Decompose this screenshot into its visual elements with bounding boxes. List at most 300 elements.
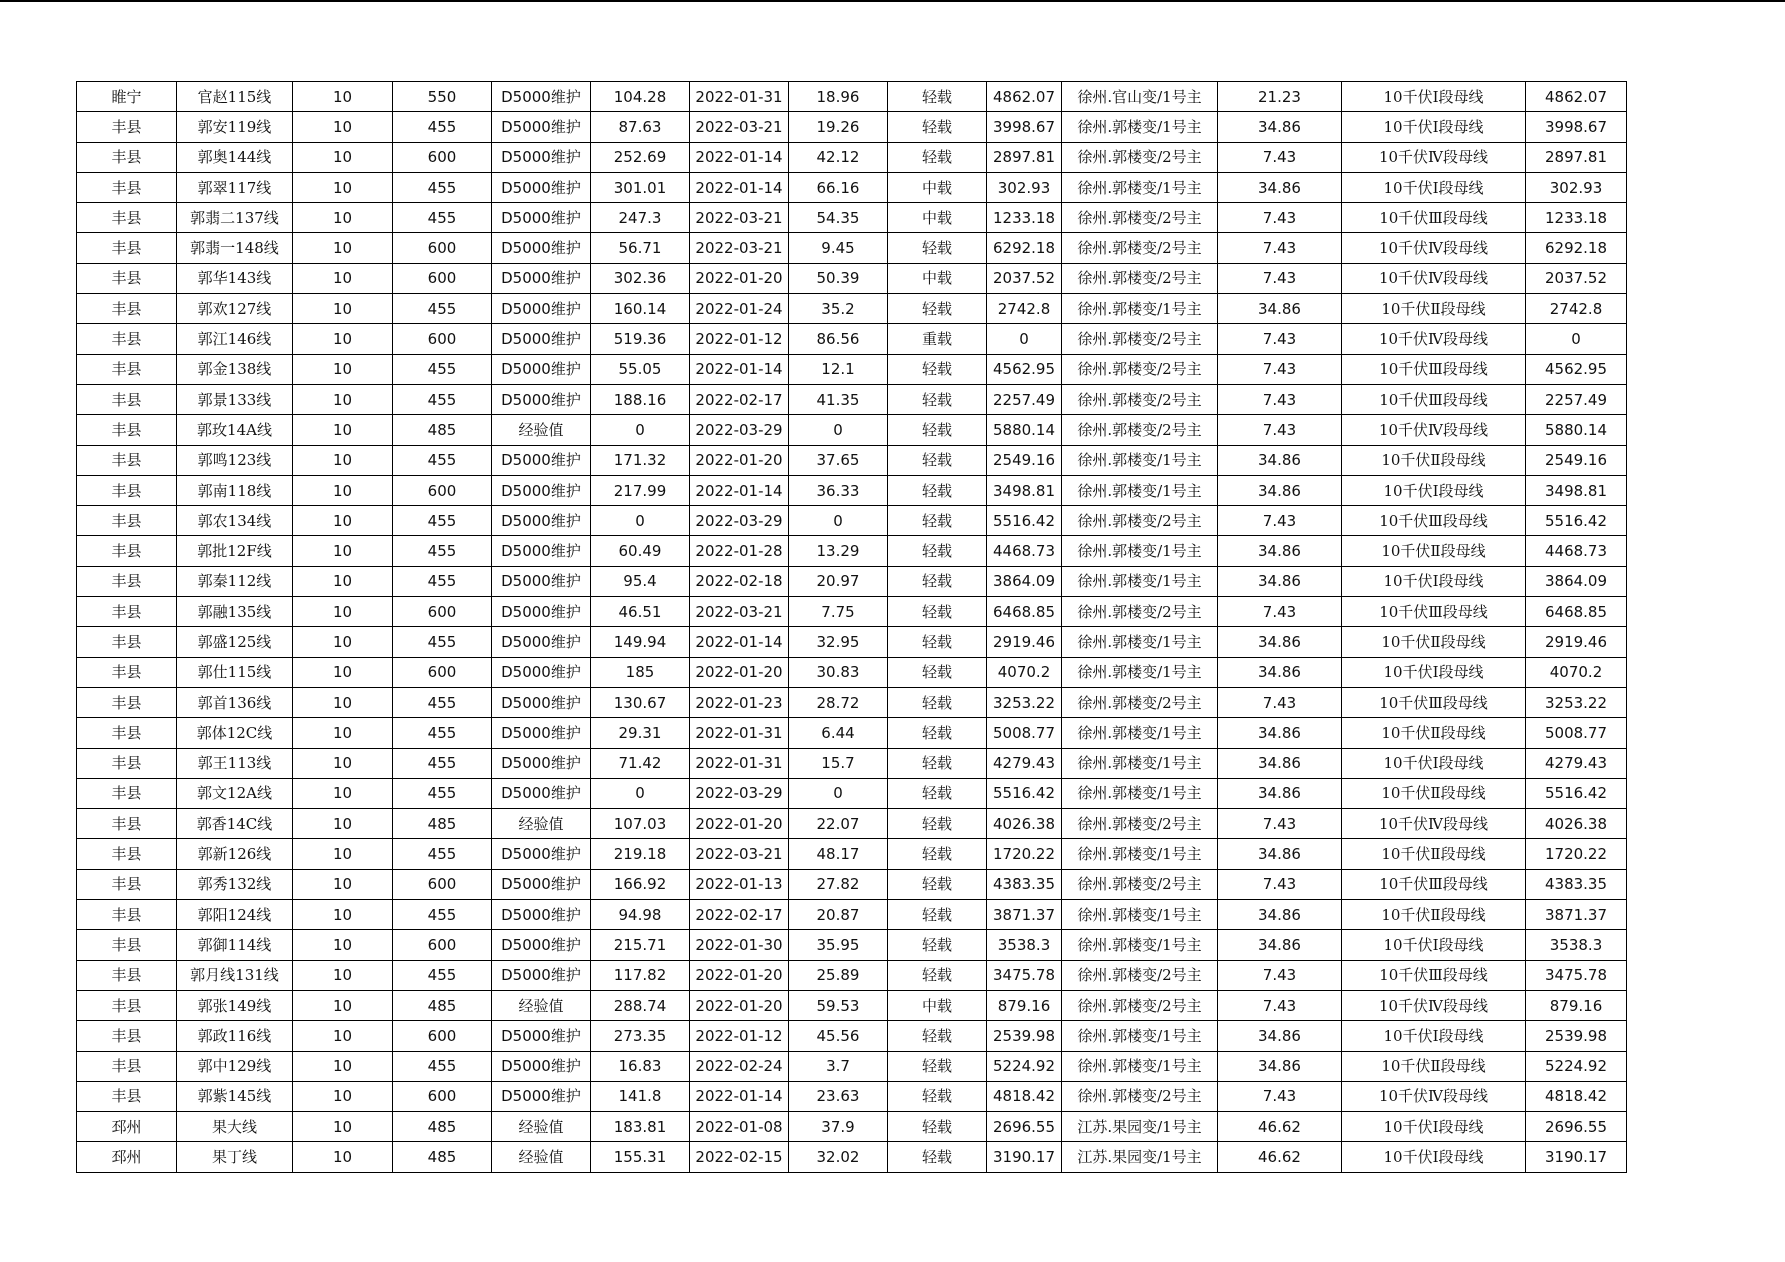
line-name-cell: 郭秦112线 bbox=[177, 566, 293, 596]
load-rate-cell: 54.35 bbox=[789, 203, 888, 233]
busbar-cell: 10千伏Ⅲ段母线 bbox=[1342, 960, 1526, 990]
capacity-cell: 455 bbox=[393, 748, 492, 778]
load-status-cell: 轻载 bbox=[888, 82, 987, 112]
load-rate-cell: 35.2 bbox=[789, 294, 888, 324]
voltage-cell: 10 bbox=[293, 172, 393, 202]
load-rate-cell: 3.7 bbox=[789, 1051, 888, 1081]
date-cell: 2022-01-20 bbox=[690, 990, 789, 1020]
transformer-rate-cell: 34.86 bbox=[1218, 475, 1342, 505]
load-rate-cell: 59.53 bbox=[789, 990, 888, 1020]
margin-cell: 4070.2 bbox=[987, 657, 1062, 687]
table-row bbox=[77, 960, 1627, 990]
voltage-cell: 10 bbox=[293, 506, 393, 536]
margin-cell: 879.16 bbox=[987, 990, 1062, 1020]
capacity-cell: 600 bbox=[393, 657, 492, 687]
available-capacity-cell: 3538.3 bbox=[1526, 930, 1627, 960]
current-cell: 215.71 bbox=[591, 930, 690, 960]
load-rate-cell: 0 bbox=[789, 415, 888, 445]
load-rate-cell: 20.97 bbox=[789, 566, 888, 596]
busbar-cell: 10千伏Ⅱ段母线 bbox=[1342, 1051, 1526, 1081]
margin-cell: 1720.22 bbox=[987, 839, 1062, 869]
current-cell: 160.14 bbox=[591, 294, 690, 324]
transformer-rate-cell: 7.43 bbox=[1218, 597, 1342, 627]
margin-cell: 4468.73 bbox=[987, 536, 1062, 566]
capacity-cell: 455 bbox=[393, 354, 492, 384]
transformer-cell: 徐州.官山变/1号主 bbox=[1062, 82, 1218, 112]
busbar-cell: 10千伏Ⅱ段母线 bbox=[1342, 839, 1526, 869]
line-name-cell: 郭金138线 bbox=[177, 354, 293, 384]
busbar-cell: 10千伏Ⅳ段母线 bbox=[1342, 990, 1526, 1020]
capacity-cell: 455 bbox=[393, 112, 492, 142]
load-status-cell: 轻载 bbox=[888, 1112, 987, 1142]
margin-cell: 2549.16 bbox=[987, 445, 1062, 475]
voltage-cell: 10 bbox=[293, 900, 393, 930]
load-status-cell: 轻载 bbox=[888, 900, 987, 930]
line-name-cell: 郭华143线 bbox=[177, 263, 293, 293]
busbar-cell: 10千伏Ⅳ段母线 bbox=[1342, 1081, 1526, 1111]
district-cell: 邳州 bbox=[77, 1142, 177, 1172]
load-rate-cell: 35.95 bbox=[789, 930, 888, 960]
voltage-cell: 10 bbox=[293, 445, 393, 475]
source-cell: D5000维护 bbox=[492, 172, 591, 202]
district-cell: 丰县 bbox=[77, 536, 177, 566]
line-name-cell: 郭翡一148线 bbox=[177, 233, 293, 263]
district-cell: 丰县 bbox=[77, 233, 177, 263]
transformer-cell: 徐州.郭楼变/2号主 bbox=[1062, 990, 1218, 1020]
load-status-cell: 轻载 bbox=[888, 233, 987, 263]
margin-cell: 1233.18 bbox=[987, 203, 1062, 233]
line-name-cell: 郭安119线 bbox=[177, 112, 293, 142]
busbar-cell: 10千伏Ⅲ段母线 bbox=[1342, 354, 1526, 384]
current-cell: 155.31 bbox=[591, 1142, 690, 1172]
capacity-cell: 455 bbox=[393, 900, 492, 930]
source-cell: D5000维护 bbox=[492, 142, 591, 172]
source-cell: 经验值 bbox=[492, 809, 591, 839]
load-status-cell: 中载 bbox=[888, 990, 987, 1020]
load-rate-cell: 20.87 bbox=[789, 900, 888, 930]
busbar-cell: 10千伏Ⅱ段母线 bbox=[1342, 294, 1526, 324]
table-row bbox=[77, 263, 1627, 293]
load-status-cell: 轻载 bbox=[888, 778, 987, 808]
capacity-cell: 455 bbox=[393, 294, 492, 324]
margin-cell: 5880.14 bbox=[987, 415, 1062, 445]
available-capacity-cell: 2539.98 bbox=[1526, 1021, 1627, 1051]
line-name-cell: 郭景133线 bbox=[177, 384, 293, 414]
district-cell: 丰县 bbox=[77, 566, 177, 596]
date-cell: 2022-01-30 bbox=[690, 930, 789, 960]
voltage-cell: 10 bbox=[293, 597, 393, 627]
district-cell: 丰县 bbox=[77, 294, 177, 324]
line-name-cell: 郭张149线 bbox=[177, 990, 293, 1020]
transformer-cell: 徐州.郭楼变/2号主 bbox=[1062, 597, 1218, 627]
busbar-cell: 10千伏Ⅰ段母线 bbox=[1342, 172, 1526, 202]
margin-cell: 3998.67 bbox=[987, 112, 1062, 142]
district-cell: 丰县 bbox=[77, 900, 177, 930]
available-capacity-cell: 3253.22 bbox=[1526, 687, 1627, 717]
margin-cell: 4279.43 bbox=[987, 748, 1062, 778]
load-rate-cell: 6.44 bbox=[789, 718, 888, 748]
date-cell: 2022-01-20 bbox=[690, 809, 789, 839]
capacity-cell: 600 bbox=[393, 869, 492, 899]
voltage-cell: 10 bbox=[293, 415, 393, 445]
transformer-rate-cell: 7.43 bbox=[1218, 384, 1342, 414]
transformer-cell: 徐州.郭楼变/1号主 bbox=[1062, 718, 1218, 748]
transformer-cell: 徐州.郭楼变/1号主 bbox=[1062, 566, 1218, 596]
transformer-rate-cell: 34.86 bbox=[1218, 748, 1342, 778]
district-cell: 丰县 bbox=[77, 1081, 177, 1111]
district-cell: 丰县 bbox=[77, 324, 177, 354]
capacity-cell: 600 bbox=[393, 475, 492, 505]
transformer-rate-cell: 7.43 bbox=[1218, 415, 1342, 445]
line-name-cell: 郭中129线 bbox=[177, 1051, 293, 1081]
source-cell: D5000维护 bbox=[492, 294, 591, 324]
source-cell: D5000维护 bbox=[492, 960, 591, 990]
capacity-cell: 600 bbox=[393, 930, 492, 960]
available-capacity-cell: 4562.95 bbox=[1526, 354, 1627, 384]
current-cell: 95.4 bbox=[591, 566, 690, 596]
margin-cell: 3498.81 bbox=[987, 475, 1062, 505]
load-status-cell: 中载 bbox=[888, 263, 987, 293]
line-name-cell: 郭御114线 bbox=[177, 930, 293, 960]
load-rate-cell: 22.07 bbox=[789, 809, 888, 839]
transformer-cell: 徐州.郭楼变/1号主 bbox=[1062, 627, 1218, 657]
line-name-cell: 郭仕115线 bbox=[177, 657, 293, 687]
table-body bbox=[77, 82, 1627, 1173]
transformer-rate-cell: 34.86 bbox=[1218, 112, 1342, 142]
load-status-cell: 轻载 bbox=[888, 839, 987, 869]
available-capacity-cell: 2257.49 bbox=[1526, 384, 1627, 414]
busbar-cell: 10千伏Ⅲ段母线 bbox=[1342, 869, 1526, 899]
district-cell: 丰县 bbox=[77, 687, 177, 717]
load-status-cell: 轻载 bbox=[888, 566, 987, 596]
available-capacity-cell: 5516.42 bbox=[1526, 506, 1627, 536]
margin-cell: 4818.42 bbox=[987, 1081, 1062, 1111]
margin-cell: 3864.09 bbox=[987, 566, 1062, 596]
date-cell: 2022-01-20 bbox=[690, 263, 789, 293]
current-cell: 149.94 bbox=[591, 627, 690, 657]
district-cell: 丰县 bbox=[77, 384, 177, 414]
voltage-cell: 10 bbox=[293, 294, 393, 324]
table-row bbox=[77, 324, 1627, 354]
margin-cell: 2696.55 bbox=[987, 1112, 1062, 1142]
load-status-cell: 轻载 bbox=[888, 112, 987, 142]
transformer-rate-cell: 34.86 bbox=[1218, 536, 1342, 566]
busbar-cell: 10千伏Ⅰ段母线 bbox=[1342, 1021, 1526, 1051]
source-cell: D5000维护 bbox=[492, 566, 591, 596]
transformer-cell: 徐州.郭楼变/1号主 bbox=[1062, 536, 1218, 566]
voltage-cell: 10 bbox=[293, 778, 393, 808]
busbar-cell: 10千伏Ⅱ段母线 bbox=[1342, 445, 1526, 475]
date-cell: 2022-01-28 bbox=[690, 536, 789, 566]
capacity-cell: 455 bbox=[393, 172, 492, 202]
table-row bbox=[77, 990, 1627, 1020]
busbar-cell: 10千伏Ⅰ段母线 bbox=[1342, 1142, 1526, 1172]
line-name-cell: 郭阳124线 bbox=[177, 900, 293, 930]
load-rate-cell: 0 bbox=[789, 778, 888, 808]
source-cell: 经验值 bbox=[492, 1112, 591, 1142]
source-cell: D5000维护 bbox=[492, 263, 591, 293]
busbar-cell: 10千伏Ⅲ段母线 bbox=[1342, 506, 1526, 536]
available-capacity-cell: 4383.35 bbox=[1526, 869, 1627, 899]
table-row bbox=[77, 839, 1627, 869]
load-rate-cell: 48.17 bbox=[789, 839, 888, 869]
district-cell: 丰县 bbox=[77, 475, 177, 505]
line-name-cell: 郭政116线 bbox=[177, 1021, 293, 1051]
line-name-cell: 郭文12A线 bbox=[177, 778, 293, 808]
load-status-cell: 中载 bbox=[888, 172, 987, 202]
source-cell: D5000维护 bbox=[492, 1051, 591, 1081]
table-row bbox=[77, 930, 1627, 960]
table-row bbox=[77, 354, 1627, 384]
district-cell: 丰县 bbox=[77, 748, 177, 778]
top-border-line bbox=[0, 0, 1785, 2]
district-cell: 丰县 bbox=[77, 1021, 177, 1051]
district-cell: 丰县 bbox=[77, 1051, 177, 1081]
voltage-cell: 10 bbox=[293, 990, 393, 1020]
transformer-rate-cell: 7.43 bbox=[1218, 263, 1342, 293]
margin-cell: 5516.42 bbox=[987, 506, 1062, 536]
load-status-cell: 轻载 bbox=[888, 445, 987, 475]
table-row bbox=[77, 112, 1627, 142]
date-cell: 2022-01-31 bbox=[690, 718, 789, 748]
line-name-cell: 郭奥144线 bbox=[177, 142, 293, 172]
source-cell: D5000维护 bbox=[492, 718, 591, 748]
current-cell: 117.82 bbox=[591, 960, 690, 990]
margin-cell: 4562.95 bbox=[987, 354, 1062, 384]
line-name-cell: 官赵115线 bbox=[177, 82, 293, 112]
margin-cell: 2919.46 bbox=[987, 627, 1062, 657]
available-capacity-cell: 3998.67 bbox=[1526, 112, 1627, 142]
district-cell: 丰县 bbox=[77, 172, 177, 202]
busbar-cell: 10千伏Ⅲ段母线 bbox=[1342, 687, 1526, 717]
district-cell: 丰县 bbox=[77, 354, 177, 384]
margin-cell: 0 bbox=[987, 324, 1062, 354]
capacity-cell: 600 bbox=[393, 142, 492, 172]
transformer-cell: 徐州.郭楼变/1号主 bbox=[1062, 657, 1218, 687]
table-row bbox=[77, 172, 1627, 202]
date-cell: 2022-01-08 bbox=[690, 1112, 789, 1142]
busbar-cell: 10千伏Ⅲ段母线 bbox=[1342, 203, 1526, 233]
load-rate-cell: 37.9 bbox=[789, 1112, 888, 1142]
transformer-cell: 徐州.郭楼变/1号主 bbox=[1062, 900, 1218, 930]
table-row bbox=[77, 1021, 1627, 1051]
current-cell: 519.36 bbox=[591, 324, 690, 354]
date-cell: 2022-01-24 bbox=[690, 294, 789, 324]
margin-cell: 302.93 bbox=[987, 172, 1062, 202]
load-status-cell: 轻载 bbox=[888, 506, 987, 536]
table-row bbox=[77, 415, 1627, 445]
transformer-rate-cell: 7.43 bbox=[1218, 203, 1342, 233]
busbar-cell: 10千伏Ⅱ段母线 bbox=[1342, 718, 1526, 748]
load-rate-cell: 41.35 bbox=[789, 384, 888, 414]
voltage-cell: 10 bbox=[293, 263, 393, 293]
transformer-cell: 徐州.郭楼变/2号主 bbox=[1062, 142, 1218, 172]
table-row bbox=[77, 233, 1627, 263]
load-status-cell: 轻载 bbox=[888, 1021, 987, 1051]
source-cell: D5000维护 bbox=[492, 657, 591, 687]
source-cell: D5000维护 bbox=[492, 1021, 591, 1051]
load-status-cell: 轻载 bbox=[888, 536, 987, 566]
capacity-cell: 455 bbox=[393, 445, 492, 475]
available-capacity-cell: 4818.42 bbox=[1526, 1081, 1627, 1111]
date-cell: 2022-02-24 bbox=[690, 1051, 789, 1081]
district-cell: 丰县 bbox=[77, 415, 177, 445]
voltage-cell: 10 bbox=[293, 475, 393, 505]
district-cell: 丰县 bbox=[77, 597, 177, 627]
transformer-rate-cell: 46.62 bbox=[1218, 1112, 1342, 1142]
capacity-cell: 550 bbox=[393, 82, 492, 112]
voltage-cell: 10 bbox=[293, 809, 393, 839]
transformer-rate-cell: 34.86 bbox=[1218, 778, 1342, 808]
transformer-cell: 徐州.郭楼变/1号主 bbox=[1062, 172, 1218, 202]
district-cell: 丰县 bbox=[77, 142, 177, 172]
load-rate-cell: 32.02 bbox=[789, 1142, 888, 1172]
transformer-rate-cell: 34.86 bbox=[1218, 1051, 1342, 1081]
transformer-cell: 徐州.郭楼变/1号主 bbox=[1062, 1051, 1218, 1081]
transformer-cell: 徐州.郭楼变/2号主 bbox=[1062, 263, 1218, 293]
load-rate-cell: 9.45 bbox=[789, 233, 888, 263]
current-cell: 188.16 bbox=[591, 384, 690, 414]
available-capacity-cell: 1720.22 bbox=[1526, 839, 1627, 869]
source-cell: D5000维护 bbox=[492, 475, 591, 505]
capacity-cell: 485 bbox=[393, 1112, 492, 1142]
margin-cell: 3253.22 bbox=[987, 687, 1062, 717]
line-name-cell: 郭秀132线 bbox=[177, 869, 293, 899]
transformer-rate-cell: 7.43 bbox=[1218, 354, 1342, 384]
capacity-cell: 455 bbox=[393, 687, 492, 717]
current-cell: 0 bbox=[591, 415, 690, 445]
available-capacity-cell: 2897.81 bbox=[1526, 142, 1627, 172]
current-cell: 171.32 bbox=[591, 445, 690, 475]
margin-cell: 2257.49 bbox=[987, 384, 1062, 414]
district-cell: 丰县 bbox=[77, 627, 177, 657]
margin-cell: 3475.78 bbox=[987, 960, 1062, 990]
district-cell: 邳州 bbox=[77, 1112, 177, 1142]
load-status-cell: 轻载 bbox=[888, 354, 987, 384]
transformer-rate-cell: 34.86 bbox=[1218, 566, 1342, 596]
transformer-rate-cell: 34.86 bbox=[1218, 839, 1342, 869]
transformer-rate-cell: 34.86 bbox=[1218, 930, 1342, 960]
line-name-cell: 郭盛125线 bbox=[177, 627, 293, 657]
current-cell: 87.63 bbox=[591, 112, 690, 142]
voltage-cell: 10 bbox=[293, 1081, 393, 1111]
source-cell: D5000维护 bbox=[492, 112, 591, 142]
available-capacity-cell: 5008.77 bbox=[1526, 718, 1627, 748]
load-rate-cell: 32.95 bbox=[789, 627, 888, 657]
transformer-rate-cell: 46.62 bbox=[1218, 1142, 1342, 1172]
current-cell: 217.99 bbox=[591, 475, 690, 505]
margin-cell: 2539.98 bbox=[987, 1021, 1062, 1051]
source-cell: D5000维护 bbox=[492, 597, 591, 627]
transformer-rate-cell: 34.86 bbox=[1218, 1021, 1342, 1051]
source-cell: D5000维护 bbox=[492, 203, 591, 233]
line-name-cell: 郭欢127线 bbox=[177, 294, 293, 324]
transformer-cell: 徐州.郭楼变/1号主 bbox=[1062, 112, 1218, 142]
current-cell: 288.74 bbox=[591, 990, 690, 1020]
busbar-cell: 10千伏Ⅳ段母线 bbox=[1342, 415, 1526, 445]
capacity-cell: 455 bbox=[393, 718, 492, 748]
date-cell: 2022-02-17 bbox=[690, 384, 789, 414]
source-cell: D5000维护 bbox=[492, 506, 591, 536]
current-cell: 16.83 bbox=[591, 1051, 690, 1081]
table-row bbox=[77, 869, 1627, 899]
transformer-cell: 徐州.郭楼变/1号主 bbox=[1062, 839, 1218, 869]
margin-cell: 4383.35 bbox=[987, 869, 1062, 899]
table-row bbox=[77, 384, 1627, 414]
date-cell: 2022-01-31 bbox=[690, 748, 789, 778]
margin-cell: 6468.85 bbox=[987, 597, 1062, 627]
load-status-cell: 轻载 bbox=[888, 384, 987, 414]
transformer-cell: 江苏.果园变/1号主 bbox=[1062, 1142, 1218, 1172]
voltage-cell: 10 bbox=[293, 324, 393, 354]
transformer-rate-cell: 7.43 bbox=[1218, 960, 1342, 990]
source-cell: D5000维护 bbox=[492, 354, 591, 384]
voltage-cell: 10 bbox=[293, 566, 393, 596]
busbar-cell: 10千伏Ⅳ段母线 bbox=[1342, 263, 1526, 293]
district-cell: 丰县 bbox=[77, 930, 177, 960]
source-cell: D5000维护 bbox=[492, 748, 591, 778]
transformer-rate-cell: 34.86 bbox=[1218, 718, 1342, 748]
transformer-rate-cell: 7.43 bbox=[1218, 142, 1342, 172]
voltage-cell: 10 bbox=[293, 1021, 393, 1051]
district-cell: 丰县 bbox=[77, 445, 177, 475]
voltage-cell: 10 bbox=[293, 627, 393, 657]
voltage-cell: 10 bbox=[293, 1051, 393, 1081]
margin-cell: 5008.77 bbox=[987, 718, 1062, 748]
transformer-cell: 徐州.郭楼变/2号主 bbox=[1062, 869, 1218, 899]
transformer-rate-cell: 7.43 bbox=[1218, 990, 1342, 1020]
date-cell: 2022-01-12 bbox=[690, 324, 789, 354]
source-cell: 经验值 bbox=[492, 990, 591, 1020]
district-cell: 丰县 bbox=[77, 718, 177, 748]
busbar-cell: 10千伏Ⅱ段母线 bbox=[1342, 900, 1526, 930]
available-capacity-cell: 5880.14 bbox=[1526, 415, 1627, 445]
current-cell: 130.67 bbox=[591, 687, 690, 717]
load-status-cell: 轻载 bbox=[888, 415, 987, 445]
margin-cell: 4862.07 bbox=[987, 82, 1062, 112]
date-cell: 2022-01-20 bbox=[690, 960, 789, 990]
capacity-cell: 600 bbox=[393, 233, 492, 263]
line-name-cell: 郭体12C线 bbox=[177, 718, 293, 748]
load-status-cell: 轻载 bbox=[888, 657, 987, 687]
source-cell: D5000维护 bbox=[492, 930, 591, 960]
capacity-cell: 455 bbox=[393, 839, 492, 869]
table-row bbox=[77, 566, 1627, 596]
capacity-cell: 485 bbox=[393, 990, 492, 1020]
district-cell: 丰县 bbox=[77, 657, 177, 687]
current-cell: 71.42 bbox=[591, 748, 690, 778]
transformer-cell: 徐州.郭楼变/2号主 bbox=[1062, 354, 1218, 384]
available-capacity-cell: 302.93 bbox=[1526, 172, 1627, 202]
busbar-cell: 10千伏Ⅰ段母线 bbox=[1342, 112, 1526, 142]
voltage-cell: 10 bbox=[293, 142, 393, 172]
voltage-cell: 10 bbox=[293, 354, 393, 384]
available-capacity-cell: 3190.17 bbox=[1526, 1142, 1627, 1172]
current-cell: 183.81 bbox=[591, 1112, 690, 1142]
load-status-cell: 轻载 bbox=[888, 1051, 987, 1081]
transformer-cell: 徐州.郭楼变/2号主 bbox=[1062, 203, 1218, 233]
line-name-cell: 郭玫14A线 bbox=[177, 415, 293, 445]
voltage-cell: 10 bbox=[293, 536, 393, 566]
voltage-cell: 10 bbox=[293, 1112, 393, 1142]
table-row bbox=[77, 657, 1627, 687]
load-rate-cell: 18.96 bbox=[789, 82, 888, 112]
voltage-cell: 10 bbox=[293, 748, 393, 778]
available-capacity-cell: 4279.43 bbox=[1526, 748, 1627, 778]
capacity-cell: 600 bbox=[393, 263, 492, 293]
load-status-cell: 轻载 bbox=[888, 597, 987, 627]
line-name-cell: 郭批12F线 bbox=[177, 536, 293, 566]
